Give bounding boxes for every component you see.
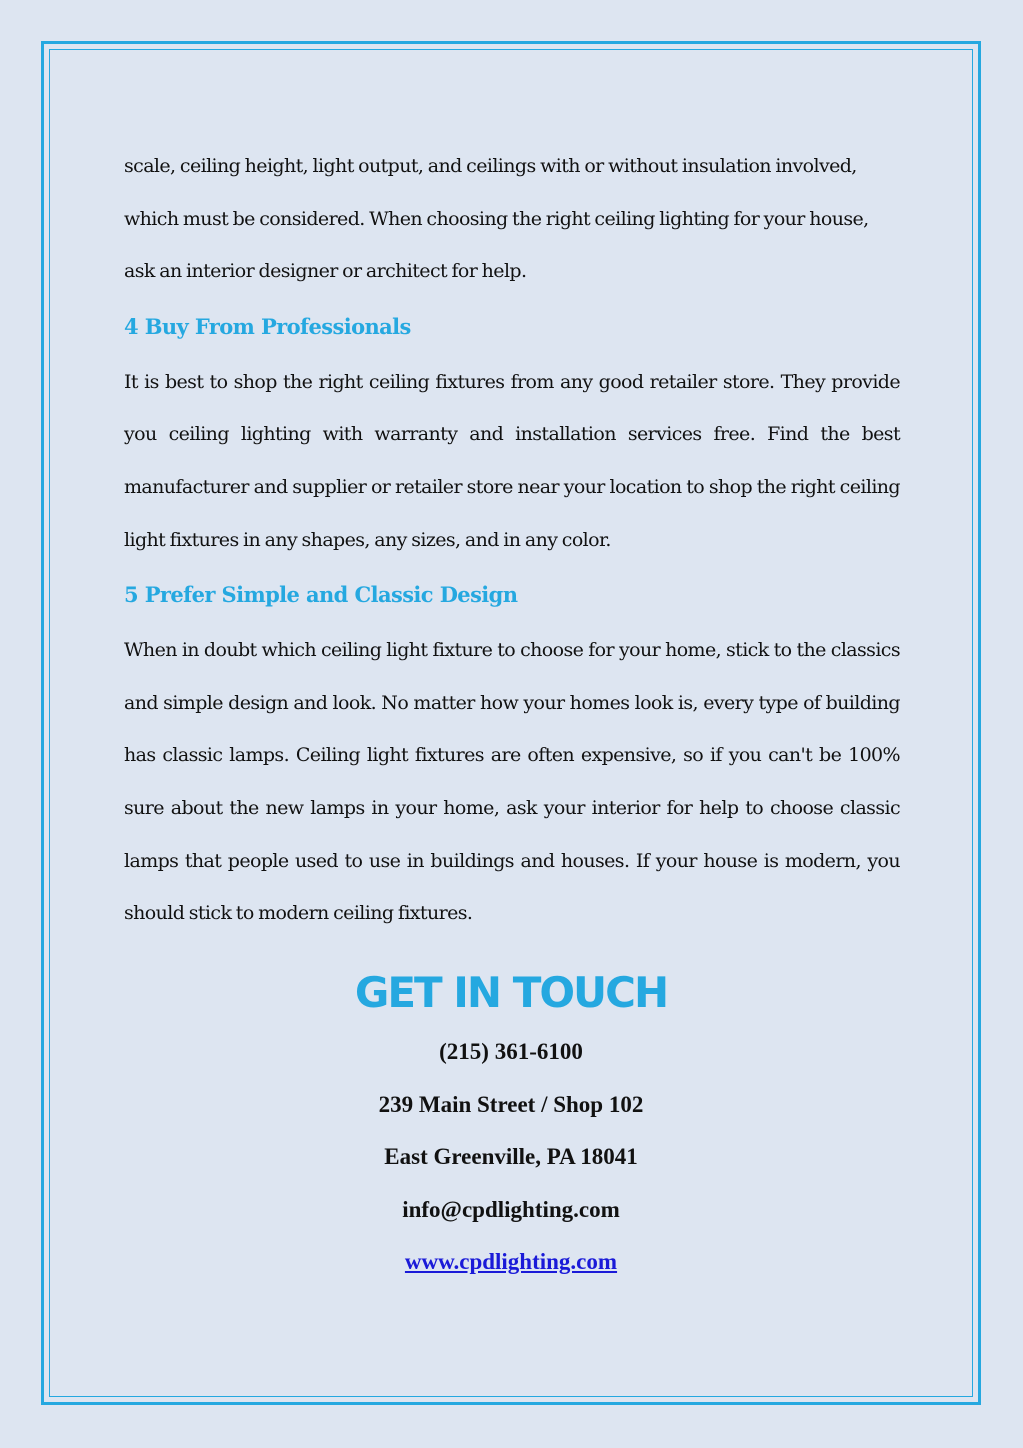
article-body <box>124 140 900 940</box>
contact-email: info@cpdlighting.com <box>402 1196 620 1222</box>
paragraph-simple-classic-design: When in doubt which ceiling light fixture to choose for your home, stick to the classics and simple design and look. No matter how your homes look is, every type of building has classic lamps. Ceiling light fixtures are often expensive, so if you can't be 100% sure about the new lamps in your home, ask your interior for help to choose classic lamps that people used to use in buildings and houses. If your house is modern, you should stick to modern ceiling fixtures. <box>124 639 900 925</box>
contact-title: GET IN TOUCH <box>354 968 668 1017</box>
paragraph-intro: scale, ceiling height, light output, and ceilings with or without insulation involved, which must be considered. When choosing the right ceiling lighting for your house, ask an interior designer or architect for help. <box>124 155 869 283</box>
section-heading-buy-from-professionals: 4 Buy From Professionals <box>124 313 411 339</box>
contact-address-line2: East Greenville, PA 18041 <box>384 1144 638 1170</box>
section-heading-simple-classic-design: 5 Prefer Simple and Classic Design <box>124 582 518 608</box>
paragraph-buy-from-professionals: It is best to shop the right ceiling fixtures from any good retailer store. They provide you ceiling lighting with warranty and installation services free. Find the best manufacturer and supplier or retailer store near your location to shop the right ceiling light fixtures in any shapes, any sizes, and in any color. <box>124 370 900 551</box>
contact-website-row <box>49 1236 973 1289</box>
contact-phone: (215) 361-6100 <box>439 1039 583 1064</box>
website-link[interactable]: www.cpdlighting.com <box>404 1249 618 1275</box>
contact-address-line1: 239 Main Street / Shop 102 <box>378 1091 644 1117</box>
contact-section <box>49 960 973 1289</box>
